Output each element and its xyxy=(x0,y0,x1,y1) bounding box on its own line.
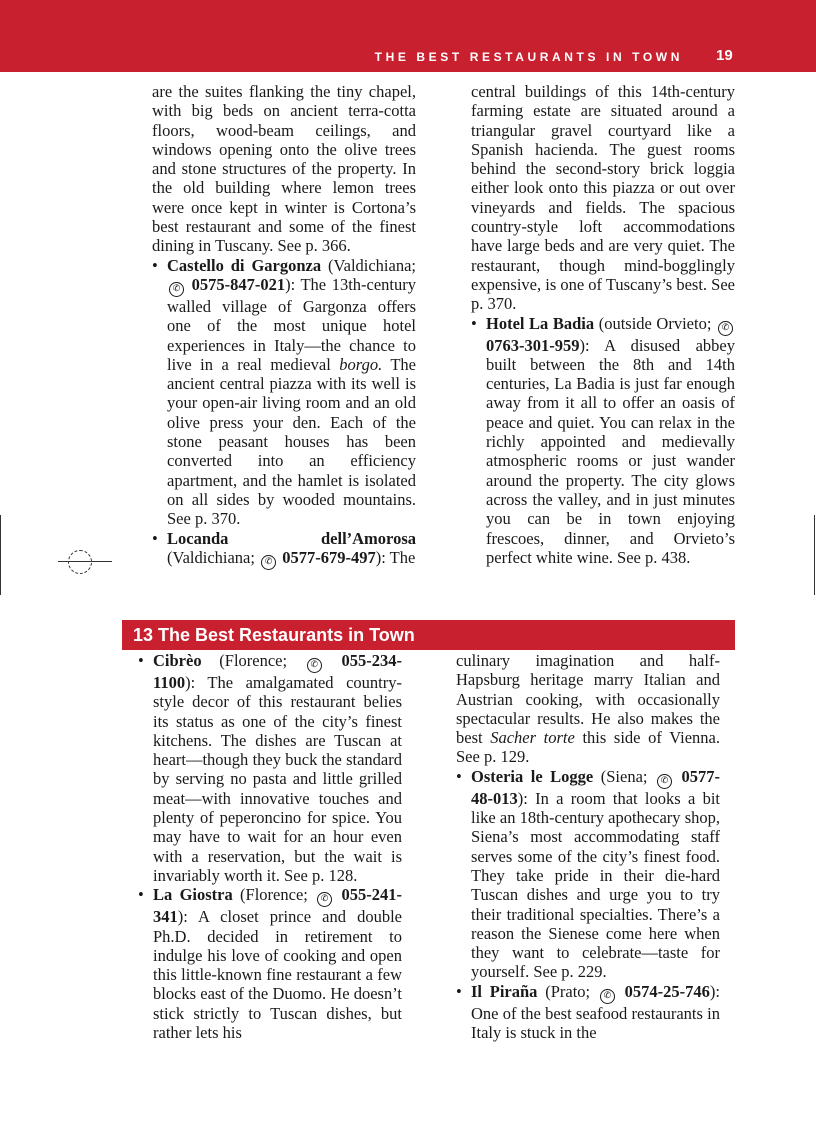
entry-name: Hotel La Badia xyxy=(486,313,595,333)
entry-text: ): A closet prince and double Ph.D. decided in retirement to indulge his love of cooking and open this little-known fine restaurant a few blocks east of the Duomo. He doesn’t stick strictly to Tuscan dishes, but rather lets his xyxy=(153,907,402,1043)
entry-phone: 0575-847-021 xyxy=(191,274,286,294)
list-item xyxy=(138,885,402,1042)
paragraph xyxy=(456,651,720,767)
section-title: 13 The Best Restaurants in Town xyxy=(133,625,415,645)
entry-phone: 0574-25-746 xyxy=(624,981,710,1001)
entry-name: Cibrèo xyxy=(153,651,202,670)
phone-icon: ✆ xyxy=(718,321,733,336)
entry-location: (outside Orvieto; xyxy=(594,313,716,333)
page-number: 19 xyxy=(716,47,733,64)
bullet: • xyxy=(152,255,158,275)
bullet: • xyxy=(456,981,462,1001)
bullet: • xyxy=(471,313,477,333)
list-item xyxy=(456,767,720,982)
entry-phone: 0763-301-959 xyxy=(486,335,580,355)
entry-text: ): The 13th-century walled village of Gargonza offers one of the most unique hotel experiences in Italy—the chance to live in a real medieval xyxy=(167,274,416,374)
paragraph: central buildings of this 14th-century farming estate are situated around a triangular gravel courtyard like a Spanish hacienda. The guest rooms behind the second-story brick loggia either look onto this piazza or out over vineyards and fields. The spacious country-style loft accommodations have large beds and are very quiet. The restaurant, though mind-bogglingly expensive, is one of Tuscany’s best. See p. 370. xyxy=(471,82,735,314)
paragraph-emphasis: Sacher torte xyxy=(490,728,575,748)
column-bottom-left xyxy=(138,651,402,1042)
bullet: • xyxy=(152,528,158,548)
column-bottom-right xyxy=(456,651,720,1042)
bullet: • xyxy=(138,885,144,905)
entry-text: ): A disused abbey built between the 8th and 14th centuries, La Badia is just far enough away from it all to offer an oasis of peace and quiet. You can relax in the richly appointed and medievally atmospheric rooms or just wander around the property. The city glows across the valley, and in just minutes you can be in town enjoying frescoes, dinner, and Orvieto’s perfect white wine. See p. 438. xyxy=(486,335,735,567)
entry-name: La Giostra xyxy=(153,885,233,905)
entry-location: (Valdichiana; xyxy=(321,255,416,275)
entry-name: Castello di Gargonza xyxy=(167,255,322,275)
entry-text: ): In a room that looks a bit like an 18th-century apothecary shop, Siena’s most accommodating staff serves some of the city’s finest food. They take pride in their die-hard Tuscan dishes and urge you to try their traditional specialties. There’s a reason the Sienese come here when they want to celebrate—taste for yourself. See p. 229. xyxy=(471,788,720,982)
column-top-left xyxy=(152,82,416,570)
entry-location: (Prato; xyxy=(537,981,598,1001)
crop-mark-right xyxy=(814,515,815,595)
crop-mark-left xyxy=(0,515,1,595)
list-item xyxy=(152,529,416,570)
header-band xyxy=(0,0,816,72)
phone-icon: ✆ xyxy=(261,555,276,570)
registration-mark-icon xyxy=(68,550,92,574)
phone-icon: ✆ xyxy=(307,658,322,673)
entry-text: ): The xyxy=(375,547,416,567)
bullet: • xyxy=(138,651,144,670)
entry-location: (Siena; xyxy=(593,766,655,786)
entry-name: Locanda dell’Amorosa xyxy=(167,528,416,548)
paragraph-text: culinary imagination and half-Hapsburg heritage marry Italian and Austrian cooking, with occasionally spectacular results. He also makes the best xyxy=(456,651,720,748)
list-item xyxy=(456,982,720,1043)
entry-location: (Florence; xyxy=(201,651,305,670)
list-item xyxy=(471,314,735,568)
entry-location: (Valdichiana; xyxy=(167,547,260,567)
entry-phone: 055-234-1100 xyxy=(153,651,402,692)
entry-text: The ancient central piazza with its well is your open-air living room and an old olive press your den. Each of the stone peasant houses has been converted into an efficiency apartment, and the hamlet is isolated on all sides by wooded mountains. See p. 370. xyxy=(167,354,416,529)
bullet: • xyxy=(456,766,462,786)
column-top-right xyxy=(471,82,735,567)
phone-icon: ✆ xyxy=(317,892,332,907)
running-head: THE BEST RESTAURANTS IN TOWN xyxy=(374,50,683,64)
entry-text: ): The amalgamated country-style decor of this restaurant belies its status as one of the city’s finest kitchens. The dishes are Tuscan at heart—though they buck the standard by serving no pasta and little grilled meat—with innovative touches and plenty of peperoncino for spice. You may have to wait for an hour even with a reservation, but the wait is invariably worth it. See p. 128. xyxy=(153,673,402,885)
entry-name: Il Pirañа xyxy=(471,981,538,1001)
list-item xyxy=(138,651,402,885)
entry-emphasis: borgo. xyxy=(339,354,383,374)
phone-icon: ✆ xyxy=(600,989,615,1004)
entry-location: (Florence; xyxy=(232,885,316,905)
paragraph-text: this side of Vienna. See p. 129. xyxy=(456,728,720,767)
section-heading-band xyxy=(122,620,735,650)
paragraph: are the suites flanking the tiny chapel, with big beds on ancient terra-cotta floors, wood-beam ceilings, and windows opening onto the olive trees and stone structures of the property. In the old building where lemon trees were once kept in winter is Cortona’s best restaurant and some of the finest dining in Tuscany. See p. 366. xyxy=(152,82,416,256)
list-item xyxy=(152,256,416,529)
entry-phone: 0577-48-013 xyxy=(471,766,720,808)
phone-icon: ✆ xyxy=(657,774,672,789)
entry-text: ): One of the best seafood restaurants in Italy is stuck in the xyxy=(471,981,720,1043)
entry-phone: 0577-679-497 xyxy=(282,547,376,567)
entry-phone: 055-241-341 xyxy=(153,885,402,927)
phone-icon: ✆ xyxy=(169,282,184,297)
entry-name: Osteria le Logge xyxy=(471,766,594,786)
